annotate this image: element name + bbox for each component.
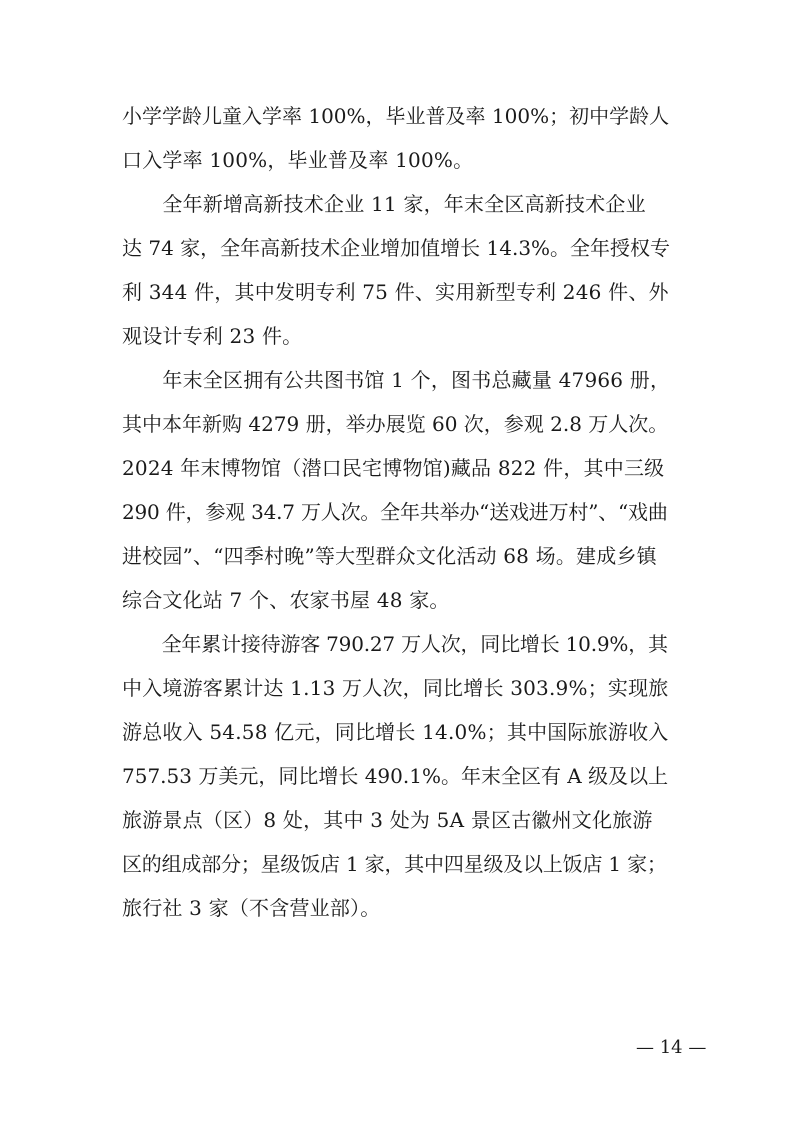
paragraph-3-line-6: 综合文化站 7 个、农家书屋 48 家。 bbox=[122, 588, 450, 612]
paragraph-4-line-1: 全年累计接待游客 790.27 万人次，同比增长 10.9%，其 bbox=[122, 632, 668, 656]
paragraph-3-line-1: 年末全区拥有公共图书馆 1 个，图书总藏量 47966 册， bbox=[122, 368, 671, 392]
paragraph-4-line-3: 游总收入 54.58 亿元，同比增长 14.0%；其中国际旅游收入 bbox=[122, 720, 669, 744]
paragraph-4-line-6: 区的组成部分；星级饭店 1 家，其中四星级及以上饭店 1 家； bbox=[122, 852, 667, 876]
paragraph-2-line-3: 利 344 件，其中发明专利 75 件、实用新型专利 246 件、外 bbox=[122, 280, 669, 304]
page-number: — 14 — bbox=[636, 1037, 707, 1058]
paragraph-4-line-4: 757.53 万美元，同比增长 490.1%。年末全区有 A 级及以上 bbox=[122, 764, 669, 788]
paragraph-3-line-4: 290 件，参观 34.7 万人次。全年共举办“送戏进万村”、“戏曲 bbox=[122, 500, 668, 524]
paragraph-2-line-4: 观设计专利 23 件。 bbox=[122, 324, 303, 348]
paragraph-1-line-2: 口入学率 100%，毕业普及率 100%。 bbox=[122, 148, 474, 172]
paragraph-2-line-2: 达 74 家，全年高新技术企业增加值增长 14.3%。全年授权专 bbox=[122, 236, 671, 260]
paragraph-3-line-3: 2024 年末博物馆（潜口民宅博物馆)藏品 822 件，其中三级 bbox=[122, 456, 665, 480]
paragraph-4-line-7: 旅行社 3 家（不含营业部）。 bbox=[122, 896, 381, 920]
paragraph-4-line-2: 中入境游客累计达 1.13 万人次，同比增长 303.9%；实现旅 bbox=[122, 676, 669, 700]
paragraph-1-line-1: 小学学龄儿童入学率 100%，毕业普及率 100%；初中学龄人 bbox=[122, 104, 670, 128]
paragraph-3-line-5: 进校园”、“四季村晚”等大型群众文化活动 68 场。建成乡镇 bbox=[122, 544, 657, 568]
paragraph-2-line-1: 全年新增高新技术企业 11 家，年末全区高新技术企业 bbox=[122, 192, 646, 216]
paragraph-3-line-2: 其中本年新购 4279 册，举办展览 60 次，参观 2.8 万人次。 bbox=[122, 412, 669, 436]
paragraph-4-line-5: 旅游景点（区）8 处，其中 3 处为 5A 景区古徽州文化旅游 bbox=[122, 808, 653, 832]
